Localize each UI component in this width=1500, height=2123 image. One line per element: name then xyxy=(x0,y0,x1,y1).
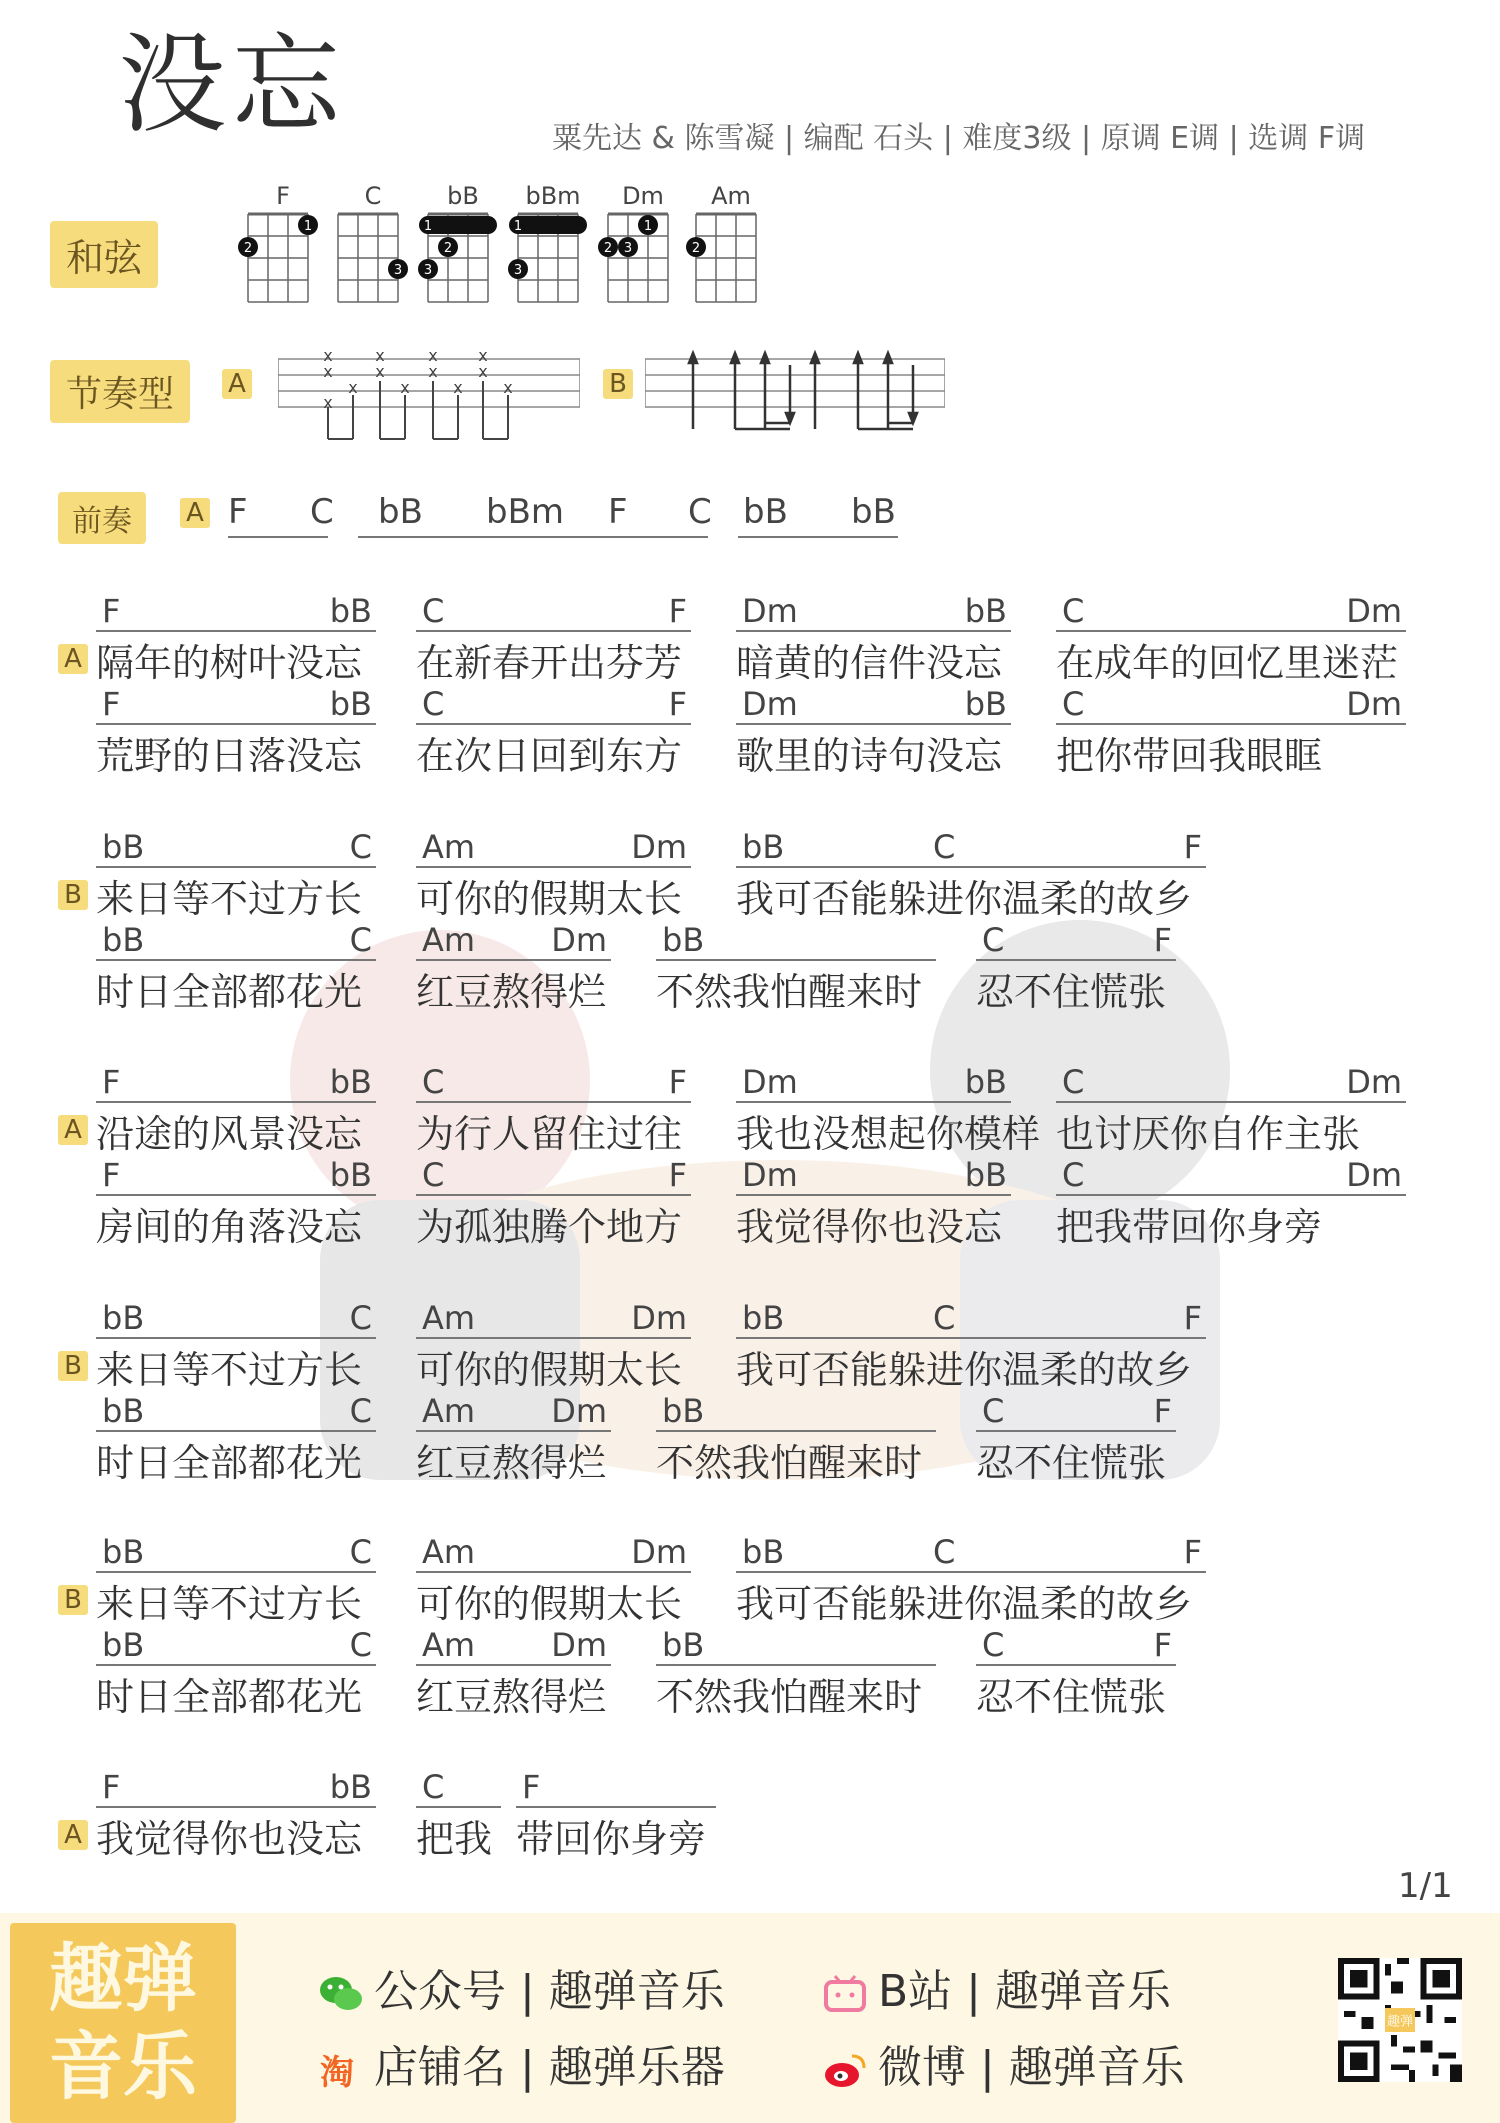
lyric-segment xyxy=(1056,1154,1406,1249)
bilibili-icon xyxy=(822,1974,868,2014)
lyric-segment xyxy=(416,1154,691,1249)
lyric-text: 来日等不过方长 xyxy=(96,1582,363,1626)
chord-row xyxy=(96,1531,376,1573)
lyric-text: 忍不住慌张 xyxy=(976,1441,1167,1485)
lyric-text: 在成年的回忆里迷茫 xyxy=(1056,641,1399,685)
lyric-text: 把你带回我眼眶 xyxy=(1056,734,1323,778)
chord-row xyxy=(1056,683,1406,725)
intro-chord: C xyxy=(688,492,712,532)
chord-symbol: Am xyxy=(422,828,476,866)
chord-symbol: bB xyxy=(742,1533,785,1571)
lyric-segment xyxy=(96,590,376,685)
lyric-segment xyxy=(736,826,1206,921)
page-number: 1/1 xyxy=(1398,1866,1453,1906)
chord-row xyxy=(96,590,376,632)
chord-symbol: Dm xyxy=(1346,1063,1402,1101)
chord-symbol: Am xyxy=(422,1626,476,1664)
chord-row xyxy=(96,826,376,868)
chord-row xyxy=(736,1297,1206,1339)
chord-symbol: F xyxy=(102,592,121,630)
lyric-segment xyxy=(96,1061,376,1156)
svg-text:x: x xyxy=(453,378,463,397)
lyric-segment xyxy=(516,1766,716,1861)
lyric-line xyxy=(58,1154,1458,1249)
chord-symbol: F xyxy=(1183,1533,1202,1571)
chord-row xyxy=(416,919,611,961)
chord-symbol: bB xyxy=(102,1626,145,1664)
chord-row xyxy=(736,683,1011,725)
chords-tag: 和弦 xyxy=(50,221,158,288)
lyric-segment xyxy=(96,1297,376,1392)
svg-text:2: 2 xyxy=(443,241,453,256)
lyric-segment xyxy=(416,683,691,778)
section-badge: A xyxy=(58,1820,88,1850)
lyric-text: 在新春开出芬芳 xyxy=(416,641,683,685)
chord-symbol: Dm xyxy=(1346,1156,1402,1194)
lyric-text: 不然我怕醒来时 xyxy=(656,1675,923,1719)
lyric-text: 来日等不过方长 xyxy=(96,877,363,921)
chord-row xyxy=(656,1390,936,1432)
bilibili-link[interactable]: B站 | 趣弹音乐 xyxy=(822,1955,1171,2019)
chord-symbol: C xyxy=(1062,1063,1085,1101)
chord-symbol: bB xyxy=(102,921,145,959)
svg-text:x: x xyxy=(428,362,438,381)
chord-row xyxy=(976,919,1176,961)
weibo-icon xyxy=(822,2050,868,2090)
lyric-text: 在次日回到东方 xyxy=(416,734,683,778)
chord-symbol: F xyxy=(1153,1392,1172,1430)
chord-symbol: Am xyxy=(422,1533,476,1571)
chord-row xyxy=(1056,1154,1406,1196)
lyric-segment xyxy=(96,683,376,778)
chord-symbol: F xyxy=(1183,828,1202,866)
rhythm-pattern-b xyxy=(645,345,945,435)
lyric-segment xyxy=(416,590,691,685)
chord-symbol: bB xyxy=(329,685,372,723)
chord-row xyxy=(416,1531,691,1573)
chord-symbol: Dm xyxy=(631,1299,687,1337)
intro-chord: bB xyxy=(851,492,896,532)
chord-row xyxy=(96,1390,376,1432)
chord-row xyxy=(1056,590,1406,632)
intro-chord: C xyxy=(310,492,334,532)
chord-symbol: bB xyxy=(742,1299,785,1337)
song-meta: 粟先达 & 陈雪凝 | 编配 石头 | 难度3级 | 原调 E调 | 选调 F调 xyxy=(552,121,1366,156)
chord-diagram-label: C xyxy=(364,182,382,210)
chord-row xyxy=(416,1766,501,1808)
footer-bar xyxy=(0,1913,1500,2123)
lyric-segment xyxy=(96,1766,376,1861)
chord-row xyxy=(416,1390,611,1432)
rhythm-a-badge: A xyxy=(222,369,252,399)
chord-row xyxy=(976,1624,1176,1666)
lyric-line xyxy=(58,1297,1458,1392)
chord-row xyxy=(96,1297,376,1339)
svg-text:x: x xyxy=(478,346,488,365)
svg-text:2: 2 xyxy=(603,241,613,256)
chord-symbol: C xyxy=(349,921,372,959)
chord-symbol: C xyxy=(349,1392,372,1430)
svg-text:淘: 淘 xyxy=(320,2053,354,2090)
svg-text:x: x xyxy=(323,393,333,412)
lyric-text: 时日全部都花光 xyxy=(96,1675,363,1719)
svg-text:x: x xyxy=(348,378,358,397)
chord-row xyxy=(96,683,376,725)
chord-symbol: C xyxy=(422,592,445,630)
section-badge: B xyxy=(58,880,88,910)
lyric-segment xyxy=(416,1390,611,1485)
lyric-text: 带回你身旁 xyxy=(516,1817,707,1861)
svg-text:x: x xyxy=(323,346,333,365)
chord-diagram-label: Dm xyxy=(622,182,664,210)
chord-diagram-label: Am xyxy=(711,182,751,210)
qr-logo-text: 趣弹 xyxy=(1387,2014,1413,2030)
chord-symbol: Dm xyxy=(742,592,798,630)
brand-logo: 趣弹 音乐 xyxy=(10,1923,236,2123)
lyric-segment xyxy=(1056,683,1406,778)
chord-symbol: C xyxy=(933,1533,956,1571)
intro-chord: bBm xyxy=(486,492,565,532)
lyric-text: 可你的假期太长 xyxy=(416,1348,683,1392)
chord-row xyxy=(416,826,691,868)
lyric-segment xyxy=(96,1531,376,1626)
svg-text:2: 2 xyxy=(691,241,701,256)
svg-text:x: x xyxy=(400,378,410,397)
chord-symbol: F xyxy=(668,1063,687,1101)
lyric-line xyxy=(58,826,1458,921)
intro-chord: bB xyxy=(743,492,788,532)
chord-symbol: Dm xyxy=(551,921,607,959)
lyric-segment xyxy=(736,683,1011,778)
chord-row xyxy=(416,1154,691,1196)
chord-symbol: bB xyxy=(662,1626,705,1664)
svg-text:x: x xyxy=(428,346,438,365)
lyric-text: 暗黄的信件没忘 xyxy=(736,641,1003,685)
lyric-segment xyxy=(736,1297,1206,1392)
chord-symbol: bB xyxy=(964,1063,1007,1101)
lyric-text: 房间的角落没忘 xyxy=(96,1205,363,1249)
lyric-segment xyxy=(976,1624,1176,1719)
lyric-text: 把我 xyxy=(416,1817,493,1861)
lyric-text: 我觉得你也没忘 xyxy=(96,1817,363,1861)
chord-symbol: bB xyxy=(964,592,1007,630)
chord-symbol: C xyxy=(933,1299,956,1337)
svg-text:3: 3 xyxy=(623,241,633,256)
chord-symbol: F xyxy=(102,1768,121,1806)
chord-symbol: bB xyxy=(964,685,1007,723)
chord-row xyxy=(656,1624,936,1666)
song-title: 没忘 xyxy=(118,23,347,148)
lyric-text: 红豆熬得烂 xyxy=(416,1675,607,1719)
chord-symbol: Dm xyxy=(1346,685,1402,723)
lyric-segment xyxy=(656,1390,936,1485)
svg-text:x: x xyxy=(503,378,513,397)
svg-text:3: 3 xyxy=(393,263,403,278)
wechat-link[interactable]: 公众号 | 趣弹音乐 xyxy=(318,1955,725,2019)
lyric-segment xyxy=(1056,590,1406,685)
chord-row xyxy=(736,590,1011,632)
chord-symbol: Dm xyxy=(742,685,798,723)
chord-row xyxy=(96,1624,376,1666)
chord-row xyxy=(736,1061,1011,1103)
chord-symbol: C xyxy=(982,1626,1005,1664)
svg-text:1: 1 xyxy=(643,219,653,234)
lyric-line xyxy=(58,919,1458,1014)
chord-symbol: F xyxy=(102,685,121,723)
lyric-text: 忍不住慌张 xyxy=(976,970,1167,1014)
chord-symbol: F xyxy=(522,1768,541,1806)
lyric-segment xyxy=(656,1624,936,1719)
lyric-text: 我可否能躲进你温柔的故乡 xyxy=(736,1348,1193,1392)
lyric-segment xyxy=(736,1531,1206,1626)
chord-symbol: C xyxy=(349,828,372,866)
intro-chord: bB xyxy=(378,492,423,532)
lyric-line xyxy=(58,590,1458,685)
lyric-text: 可你的假期太长 xyxy=(416,1582,683,1626)
svg-text:x: x xyxy=(375,346,385,365)
chord-row xyxy=(976,1390,1176,1432)
svg-text:1: 1 xyxy=(513,219,523,234)
intro-chord: F xyxy=(228,492,248,532)
chord-symbol: C xyxy=(349,1626,372,1664)
chord-row xyxy=(96,1766,376,1808)
lyric-segment xyxy=(416,919,611,1014)
wechat-icon xyxy=(318,1974,364,2014)
chord-row xyxy=(736,1154,1011,1196)
chord-diagram-label: bB xyxy=(447,182,479,210)
intro-badge: A xyxy=(180,498,210,528)
svg-text:x: x xyxy=(323,362,333,381)
lyric-segment xyxy=(96,1624,376,1719)
section-badge: B xyxy=(58,1351,88,1381)
weibo-link[interactable]: 微博 | 趣弹音乐 xyxy=(822,2031,1185,2095)
lyric-text: 不然我怕醒来时 xyxy=(656,1441,923,1485)
chord-symbol: bB xyxy=(329,1063,372,1101)
chord-symbol: Am xyxy=(422,921,476,959)
chord-symbol: F xyxy=(102,1063,121,1101)
chord-symbol: C xyxy=(422,685,445,723)
lyric-text: 时日全部都花光 xyxy=(96,970,363,1014)
rhythm-tag: 节奏型 xyxy=(50,360,190,423)
chord-symbol: bB xyxy=(662,1392,705,1430)
lyric-text: 我可否能躲进你温柔的故乡 xyxy=(736,877,1193,921)
lyric-segment xyxy=(976,919,1176,1014)
chord-symbol: F xyxy=(668,592,687,630)
lyric-segment xyxy=(416,1297,691,1392)
lyric-line xyxy=(58,1624,1458,1719)
section-badge: A xyxy=(58,644,88,674)
chord-symbol: bB xyxy=(329,1156,372,1194)
chord-symbol: Dm xyxy=(742,1063,798,1101)
chord-diagram-label: bBm xyxy=(525,182,581,210)
taobao-link[interactable]: 淘 店铺名 | 趣弹乐器 xyxy=(320,2042,725,2093)
svg-text:3: 3 xyxy=(513,263,523,278)
lyric-segment xyxy=(736,1061,1041,1156)
chord-symbol: F xyxy=(668,685,687,723)
chord-diagram-label: F xyxy=(276,182,290,210)
svg-text:x: x xyxy=(375,362,385,381)
chord-symbol: C xyxy=(422,1768,445,1806)
lyric-text: 可你的假期太长 xyxy=(416,877,683,921)
chord-row xyxy=(416,1061,691,1103)
chord-row xyxy=(656,919,936,961)
svg-text:3: 3 xyxy=(423,263,433,278)
chord-symbol: bB xyxy=(102,1392,145,1430)
chord-diagram-am xyxy=(676,182,786,322)
chord-symbol: bB xyxy=(964,1156,1007,1194)
lyric-segment xyxy=(96,1154,376,1249)
rhythm-pattern-a xyxy=(278,345,580,445)
taobao-icon xyxy=(318,2050,364,2090)
chord-symbol: bB xyxy=(662,921,705,959)
lyric-segment xyxy=(96,919,376,1014)
lyric-text: 不然我怕醒来时 xyxy=(656,970,923,1014)
section-badge: A xyxy=(58,1115,88,1145)
chord-symbol: bB xyxy=(742,828,785,866)
svg-text:2: 2 xyxy=(243,241,253,256)
lyric-text: 忍不住慌张 xyxy=(976,1675,1167,1719)
chord-symbol: C xyxy=(1062,592,1085,630)
chord-symbol: bB xyxy=(102,1299,145,1337)
chord-symbol: C xyxy=(422,1063,445,1101)
chord-symbol: C xyxy=(1062,685,1085,723)
chord-symbol: Dm xyxy=(631,828,687,866)
lyric-segment xyxy=(1056,1061,1406,1156)
lyric-text: 我可否能躲进你温柔的故乡 xyxy=(736,1582,1193,1626)
lyric-line xyxy=(58,1766,1458,1861)
lyric-text: 来日等不过方长 xyxy=(96,1348,363,1392)
qr-code[interactable] xyxy=(1338,1958,1462,2082)
chord-symbol: Dm xyxy=(551,1392,607,1430)
chord-symbol: Am xyxy=(422,1392,476,1430)
svg-text:1: 1 xyxy=(423,219,433,234)
chord-symbol: Am xyxy=(422,1299,476,1337)
lyric-segment xyxy=(416,1624,611,1719)
svg-text:1: 1 xyxy=(303,219,313,234)
lyric-segment xyxy=(976,1390,1176,1485)
section-badge: B xyxy=(58,1585,88,1615)
lyric-segment xyxy=(96,826,376,921)
chord-row xyxy=(416,1624,611,1666)
lyric-segment xyxy=(736,590,1011,685)
chord-symbol: C xyxy=(1062,1156,1085,1194)
chord-symbol: C xyxy=(982,921,1005,959)
chord-symbol: bB xyxy=(329,1768,372,1806)
chord-row xyxy=(1056,1061,1406,1103)
lyric-text: 为孤独腾个地方 xyxy=(416,1205,683,1249)
chord-symbol: F xyxy=(668,1156,687,1194)
lyric-text: 红豆熬得烂 xyxy=(416,1441,607,1485)
intro-chords xyxy=(228,492,908,542)
lyric-text: 时日全部都花光 xyxy=(96,1441,363,1485)
chord-symbol: Dm xyxy=(742,1156,798,1194)
chord-symbol: bB xyxy=(102,828,145,866)
svg-text:x: x xyxy=(478,362,488,381)
chord-row xyxy=(96,1154,376,1196)
lyric-line xyxy=(58,1061,1458,1156)
chord-symbol: F xyxy=(1183,1299,1202,1337)
chord-row xyxy=(416,590,691,632)
lyric-segment xyxy=(736,1154,1011,1249)
chord-symbol: Dm xyxy=(551,1626,607,1664)
chord-symbol: F xyxy=(1153,921,1172,959)
chord-row xyxy=(96,919,376,961)
chord-symbol: F xyxy=(102,1156,121,1194)
chord-symbol: C xyxy=(933,828,956,866)
lyric-text: 沿途的风景没忘 xyxy=(96,1112,363,1156)
lyric-line xyxy=(58,1390,1458,1485)
chord-symbol: C xyxy=(982,1392,1005,1430)
rhythm-b-badge: B xyxy=(603,369,633,399)
chord-symbol: C xyxy=(422,1156,445,1194)
chord-row xyxy=(416,1297,691,1339)
chord-symbol: C xyxy=(349,1533,372,1571)
lyric-segment xyxy=(416,1531,691,1626)
lyric-line xyxy=(58,683,1458,778)
lyric-text: 为行人留住过往 xyxy=(416,1112,683,1156)
chord-symbol: F xyxy=(1153,1626,1172,1664)
chord-symbol: bB xyxy=(102,1533,145,1571)
lyric-text: 歌里的诗句没忘 xyxy=(736,734,1003,778)
lyric-text: 我也没想起你模样 xyxy=(736,1112,1041,1156)
chord-row xyxy=(516,1766,716,1808)
chord-symbol: bB xyxy=(329,592,372,630)
intro-tag: 前奏 xyxy=(58,492,146,544)
intro-chord: F xyxy=(608,492,628,532)
chord-row xyxy=(736,826,1206,868)
chord-row xyxy=(736,1531,1206,1573)
chord-symbol: C xyxy=(349,1299,372,1337)
lyric-text: 隔年的树叶没忘 xyxy=(96,641,363,685)
chord-symbol: Dm xyxy=(631,1533,687,1571)
chord-row xyxy=(96,1061,376,1103)
lyric-segment xyxy=(96,1390,376,1485)
lyric-text: 也讨厌你自作主张 xyxy=(1056,1112,1361,1156)
lyric-text: 红豆熬得烂 xyxy=(416,970,607,1014)
lyric-text: 把我带回你身旁 xyxy=(1056,1205,1323,1249)
lyric-text: 荒野的日落没忘 xyxy=(96,734,363,778)
lyric-text: 我觉得你也没忘 xyxy=(736,1205,1003,1249)
chord-symbol: Dm xyxy=(1346,592,1402,630)
chord-row xyxy=(416,683,691,725)
lyric-segment xyxy=(416,1061,691,1156)
lyric-segment xyxy=(656,919,936,1014)
lyric-segment xyxy=(416,1766,501,1861)
lyric-line xyxy=(58,1531,1458,1626)
lyric-segment xyxy=(416,826,691,921)
